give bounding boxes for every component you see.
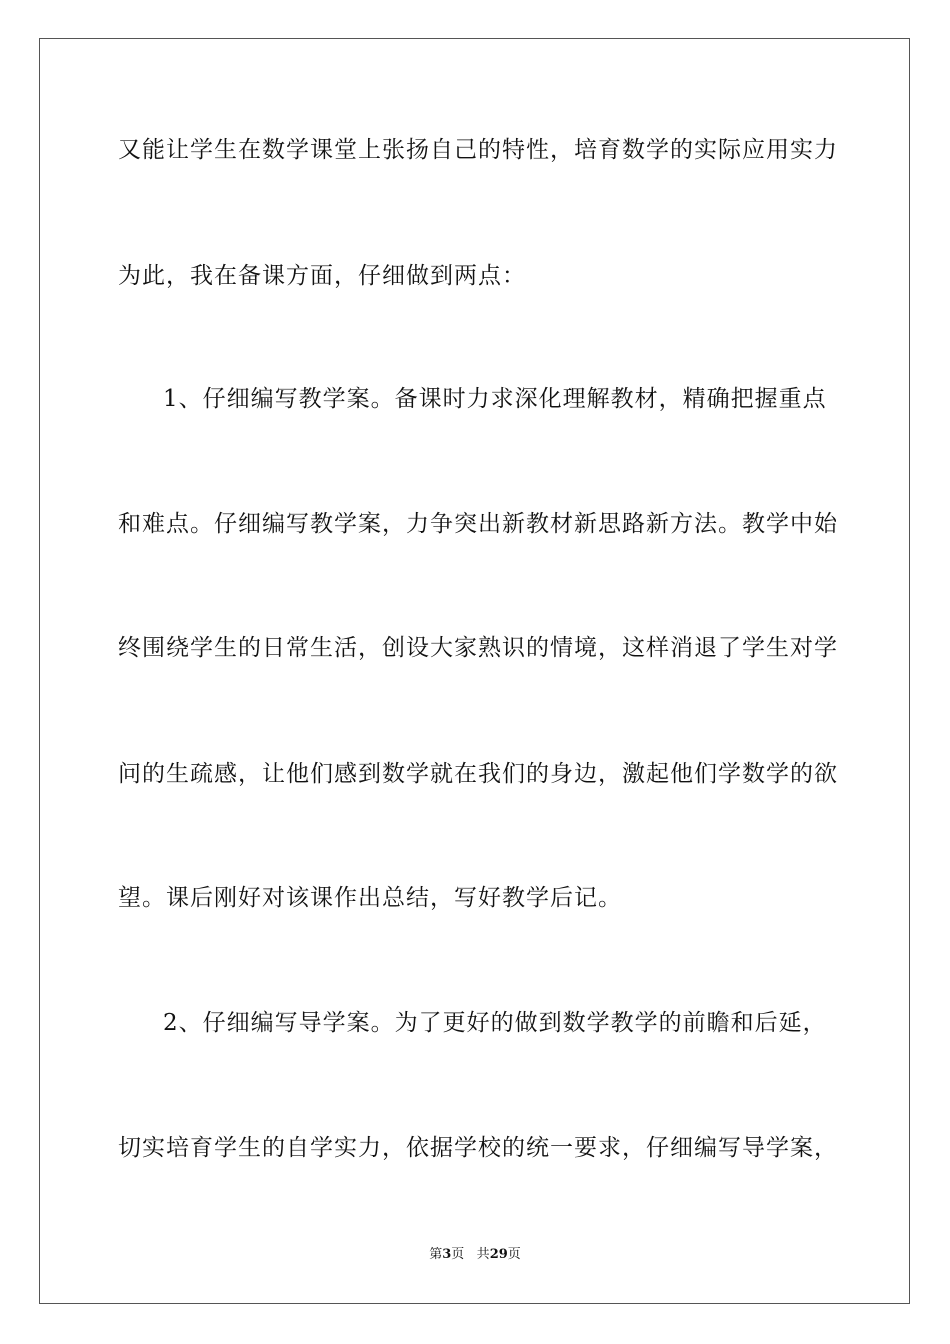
footer-page-total: 29 <box>489 1247 508 1262</box>
footer-total-prefix: 共 <box>476 1247 490 1262</box>
footer-page-prefix: 第 <box>429 1247 443 1262</box>
paragraph-line-5: 终围绕学生的日常生活，创设大家熟识的情境，这样消退了学生对学 <box>118 635 838 661</box>
paragraph-line-3: 1、仔细编写教学案。备课时力求深化理解教材，精确把握重点 <box>163 386 827 412</box>
footer-page-suffix: 页 <box>451 1247 465 1262</box>
paragraph-line-9: 切实培育学生的自学实力，依据学校的统一要求，仔细编写导学案， <box>118 1135 838 1161</box>
paragraph-line-7: 望。课后刚好对该课作出总结，写好教学后记。 <box>118 885 622 911</box>
paragraph-line-8: 2、仔细编写导学案。为了更好的做到数学教学的前瞻和后延， <box>163 1010 827 1036</box>
page-frame <box>39 38 910 1304</box>
paragraph-line-1: 又能让学生在数学课堂上张扬自己的特性，培育数学的实际应用实力 <box>118 137 838 163</box>
footer-page-current: 3 <box>442 1247 452 1262</box>
page-footer <box>0 1246 950 1264</box>
paragraph-line-2: 为此，我在备课方面，仔细做到两点： <box>118 263 526 289</box>
paragraph-line-4: 和难点。仔细编写教学案，力争突出新教材新思路新方法。教学中始 <box>118 511 838 537</box>
paragraph-line-6: 问的生疏感，让他们感到数学就在我们的身边，激起他们学数学的欲 <box>118 761 838 787</box>
footer-total-suffix: 页 <box>507 1247 521 1262</box>
